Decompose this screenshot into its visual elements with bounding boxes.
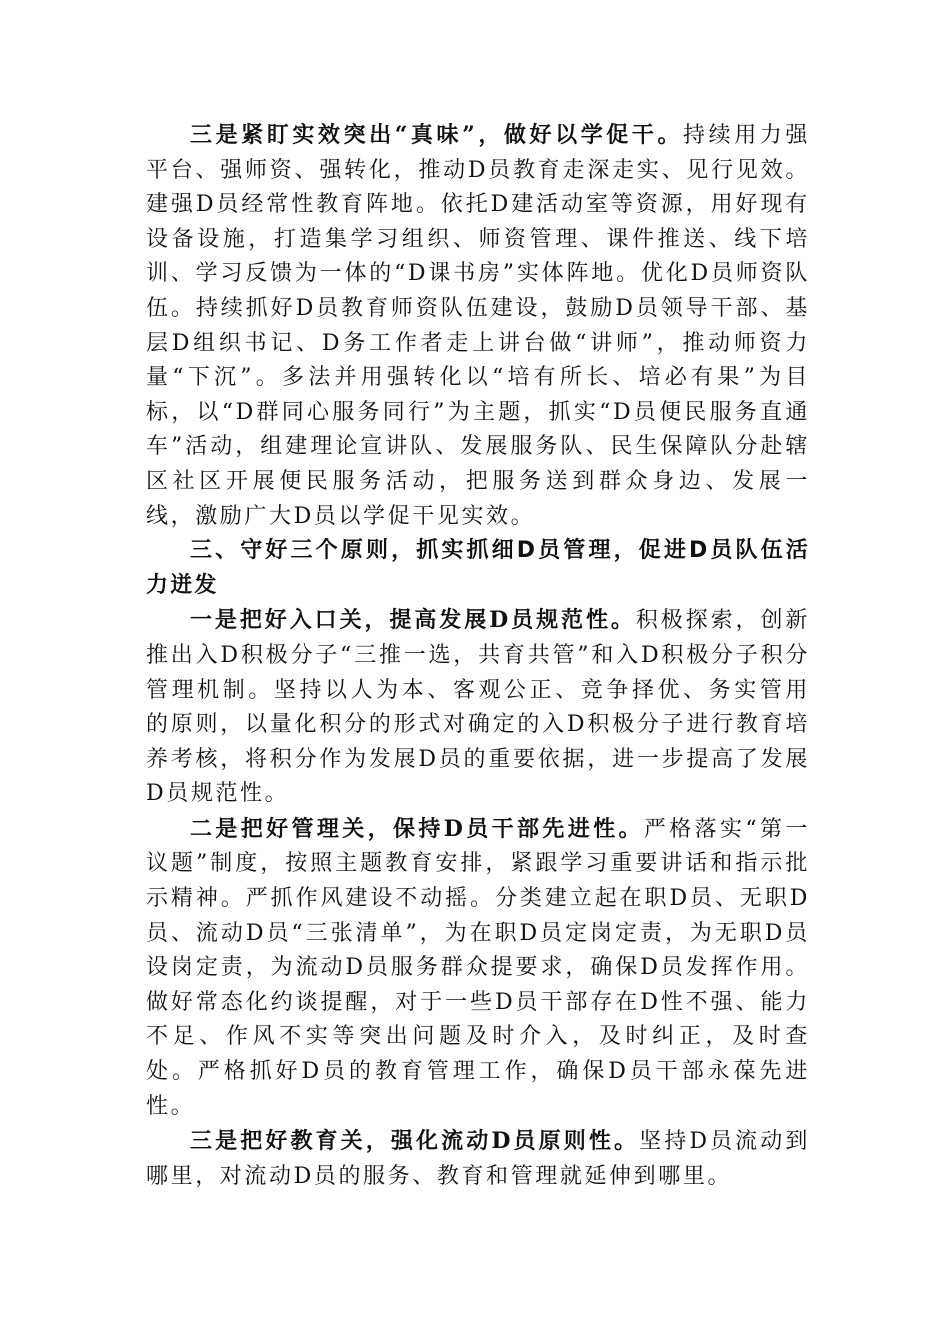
paragraph-education-control — [146, 1124, 810, 1194]
paragraph-management-control — [146, 812, 810, 1124]
paragraph-lead: 二是把好管理关，保持D员干部先进性。 — [190, 815, 644, 842]
section-heading: 三、守好三个原则，抓实抓细D员管理，促进D员队伍活力迸发 — [146, 538, 810, 598]
paragraph-body: 坚持D员流动到哪里，对流动D员的服务、教育和管理就延伸到哪里。 — [146, 1129, 810, 1189]
paragraph-lead: 三是把好教育关，强化流动D员原则性。 — [190, 1128, 640, 1155]
paragraph-body: 积极探索，创新推出入D积极分子“三推一选，共育共管”和入D积极分子积分管理机制。坚持以人为本、客观公正、竞争择优、务实管用的原则，以量化积分的形式对确定的入D积极分子进行教育培养考核，将积分作为发展D员的重要依据，进一步提高了发展D员规范性。 — [146, 608, 810, 807]
paragraph-entry-control — [146, 603, 810, 812]
paragraph-body: 持续用力强平台、强师资、强转化，推动D员教育走深走实、见行见效。建强D员经常性教育阵地。依托D建活动室等资源，用好现有设备设施，打造集学习组织、师资管理、课件推送、线下培训、学习反馈为一体的“D课书房”实体阵地。优化D员师资队伍。持续抓好D员教育师资队伍建设，鼓励D员领导干部、基层D组织书记、D务工作者走上讲台做“讲师”，推动师资力量“下沉”。多法并用强转化以“培有所长、培必有果”为目标，以“D群同心服务同行”为主题，抓实“D员便民服务直通车”活动，组建理论宣讲队、发展服务队、民生保障队分赴辖区社区开展便民服务活动，把服务送到群众身边、发展一线，激励广大D员以学促干见实效。 — [146, 123, 810, 529]
paragraph-lead: 三是紧盯实效突出“真味”，做好以学促干。 — [190, 122, 684, 148]
document-page — [146, 118, 810, 1194]
paragraph-lead: 一是把好入口关，提高发展D员规范性。 — [190, 607, 636, 634]
paragraph-practical-effect — [146, 118, 810, 534]
paragraph-body: 严格落实“第一议题”制度，按照主题教育安排，紧跟学习重要讲话和指示批示精神。严抓作风建设不动摇。分类建立起在职D员、无职D员、流动D员“三张清单”，为在职D员定岗定责，为无职D员设岗定责，为流动D员服务群众提要求，确保D员发挥作用。做好常态化约谈提醒，对于一些D员干部存在D性不强、能力不足、作风不实等突出问题及时介入，及时纠正，及时查处。严格抓好D员的教育管理工作，确保D员干部永葆先进性。 — [146, 816, 810, 1119]
